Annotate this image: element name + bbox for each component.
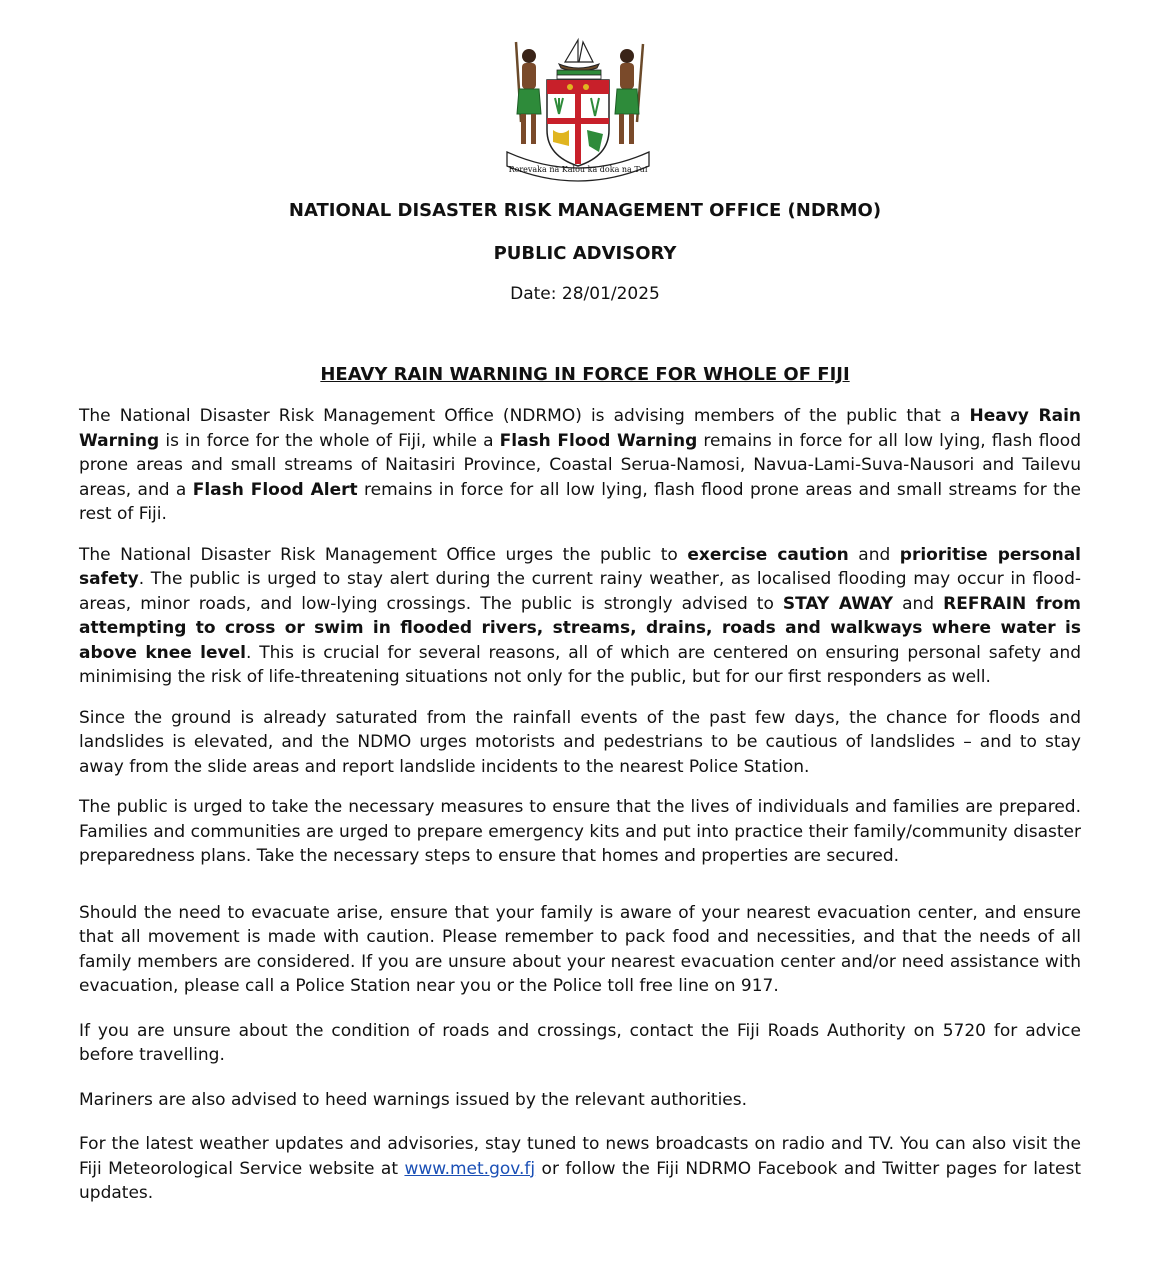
text: . The public is urged to stay alert during the current rainy weather, as localised flooding may occur in flood-areas, minor roads, and low-lying crossings. The public is strongly advised to xyxy=(79,569,1081,614)
paragraph-3: Since the ground is already saturated from the rainfall events of the past few days, the chance for floods and landslides is elevated, and the NDMO urges motorists and pedestrians to be cautious of landslides – and to stay away from the slide areas and report landslide incidents to the nearest Police Station. xyxy=(79,707,1081,777)
paragraph-4: The public is urged to take the necessary measures to ensure that the lives of individuals and families are prepared. Families and communities are urged to prepare emergency kits and put into practice their family/community disaster preparedness plans. Take the necessary steps to ensure that homes and properties are secured. xyxy=(79,797,1081,866)
advisory-body xyxy=(79,404,1081,1206)
text: The National Disaster Risk Management Office (NDRMO) is advising members of the public that a xyxy=(79,406,970,426)
paragraph-7: Mariners are also advised to heed warnings issued by the relevant authorities. xyxy=(79,1089,748,1110)
paragraph-6: If you are unsure about the condition of roads and crossings, contact the Fiji Roads Authority on 5720 for advice before travelling. xyxy=(79,1020,1081,1065)
bold-text: exercise caution xyxy=(687,544,849,565)
advisory-title: HEAVY RAIN WARNING IN FORCE FOR WHOLE OF FIJI xyxy=(320,364,850,385)
fiji-coat-of-arms xyxy=(503,34,653,184)
text: is in force for the whole of Fiji, while a xyxy=(159,430,500,451)
text: or follow the Fiji NDRMO Facebook and Twitter pages for latest updates. xyxy=(79,1158,1081,1203)
paragraph-8 xyxy=(79,1132,1081,1206)
text: and xyxy=(848,544,900,565)
org-name: NATIONAL DISASTER RISK MANAGEMENT OFFICE (NDRMO) xyxy=(288,200,882,221)
bold-text: prioritise personal safety xyxy=(79,544,1081,589)
motto-text: Rerevaka na Kalou ka doka na Tui xyxy=(508,165,648,174)
text: remains in force for all low lying, flash flood prone areas and small streams of Naitasiri Province, Coastal Serua-Namosi, Navua-Lami-Suva-Nausori and Tailevu areas, and a xyxy=(79,430,1081,500)
shield xyxy=(547,80,609,166)
text: The National Disaster Risk Management Office urges the public to xyxy=(79,544,688,565)
left-supporter xyxy=(516,42,541,144)
canoe-crest xyxy=(557,40,601,79)
paragraph-2 xyxy=(79,543,1081,690)
text: For the latest weather updates and advisories, stay tuned to news broadcasts on radio and TV. You can also visit the Fiji Meteorological Service website at xyxy=(79,1134,1081,1179)
met-website-link[interactable]: www.met.gov.fj xyxy=(404,1158,536,1179)
paragraph-1 xyxy=(79,404,1081,527)
text: and xyxy=(893,593,944,614)
bold-text: Flash Flood Alert xyxy=(192,479,358,500)
bold-text: REFRAIN from attempting to cross or swim in flooded rivers, streams, drains, roads and walkways where water is above knee level xyxy=(79,593,1081,663)
text: . This is crucial for several reasons, all of which are centered on ensuring personal safety and minimising the risk of life-threatening situations not only for the public, but for our first responders as well. xyxy=(79,642,1082,687)
paragraph-5: Should the need to evacuate arise, ensure that your family is aware of your nearest evacuation center, and ensure that all movement is made with caution. Please remember to pack food and necessities, and that the needs of all family members are considered. If you are unsure about your nearest evacuation center and/or need assistance with evacuation, please call a Police Station near you or the Police toll free line on 917. xyxy=(79,902,1081,996)
bold-text: STAY AWAY xyxy=(782,593,894,614)
text: remains in force for all low lying, flash flood prone areas and small streams for the rest of Fiji. xyxy=(79,479,1081,524)
right-supporter xyxy=(615,44,643,144)
doc-type: PUBLIC ADVISORY xyxy=(493,243,677,264)
doc-date: Date: 28/01/2025 xyxy=(510,284,660,304)
bold-text: Flash Flood Warning xyxy=(499,430,698,451)
bold-text: Heavy Rain Warning xyxy=(79,406,1081,451)
